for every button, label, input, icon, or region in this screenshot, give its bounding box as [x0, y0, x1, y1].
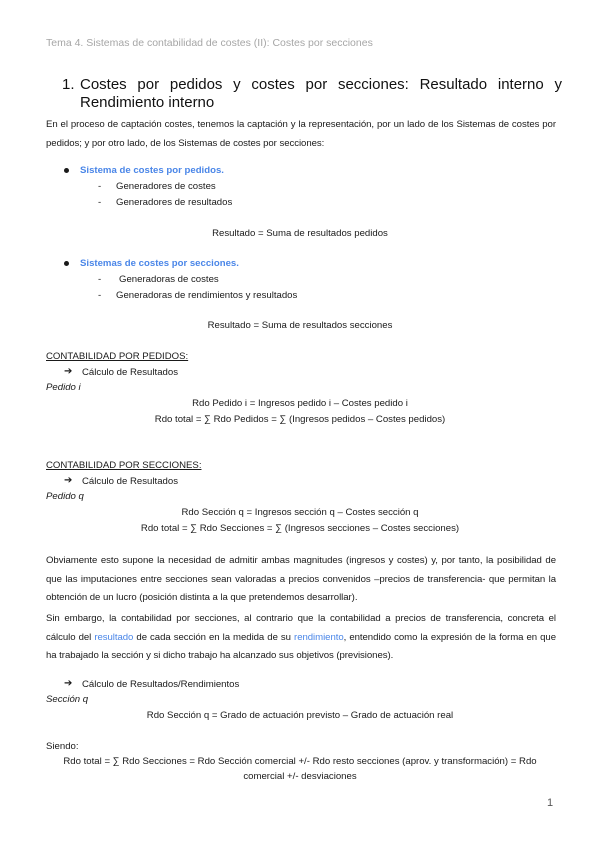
pedido-label: Pedido i: [46, 382, 81, 393]
formula-final-line2: comercial +/- desviaciones: [243, 771, 357, 782]
link-rendimiento[interactable]: rendimiento: [294, 631, 344, 643]
formula-seccion-q: Rdo Sección q = Ingresos sección q – Costes sección q: [181, 507, 419, 518]
formula-pedidos: Resultado = Suma de resultados pedidos: [212, 228, 388, 239]
formula-rendimiento: Rdo Sección q = Grado de actuación previsto – Grado de actuación real: [146, 710, 454, 721]
calc-label: Cálculo de Resultados/Rendimientos: [82, 679, 240, 690]
dash-marker: -: [98, 274, 102, 285]
list-item: Generadoras de costes: [119, 274, 219, 285]
paragraph-sin-embargo: Sin embargo, la contabilidad por secciones, al contrario que la contabilidad a precios de transferencia, concreta el cálculo del resultado de cada sección en la medida de su rendimiento, entendido como la expresión de la forma en que ha trabajado la sección y si dicho trabajo ha alcanzado sus objetivos (previsiones).: [46, 613, 556, 661]
bullet-icon: [64, 261, 69, 266]
link-resultado[interactable]: resultado: [94, 631, 134, 643]
bullet-title-pedidos: Sistema de costes por pedidos.: [80, 165, 224, 176]
paragraph-obviamente: Obviamente esto supone la necesidad de admitir ambas magnitudes (ingresos y costes) y, por tanto, la posibilidad de que las imputaciones entre secciones sean valoradas a precios convenidos –precios de transferencia- que permitan la obtención de un lucro (posición distinta a la que pretendemos desarrollar).: [46, 555, 556, 603]
list-item: Generadores de resultados: [116, 197, 233, 208]
heading-text: Costes por pedidos y costes por secciones: Resultado interno y Rendimiento interno: [80, 76, 562, 112]
formula-total-pedidos: Rdo total = ∑ Rdo Pedidos = ∑ (Ingresos pedidos – Costes pedidos): [154, 414, 446, 425]
section-heading: [62, 76, 562, 112]
secciones-heading: CONTABILIDAD POR SECCIONES:: [46, 460, 202, 471]
bullet-icon: [64, 168, 69, 173]
dash-marker: -: [98, 197, 102, 208]
dash-marker: -: [98, 181, 102, 192]
page-number: 1: [547, 797, 554, 809]
list-item: Generadores de costes: [116, 181, 216, 192]
formula-final-line1: Rdo total = ∑ Rdo Secciones = Rdo Sección comercial +/- Rdo resto secciones (aprov. y transformación) = Rdo: [63, 756, 537, 767]
dash-marker: -: [98, 290, 102, 301]
arrow-right-icon: ➔: [64, 366, 73, 377]
calc-label: Cálculo de Resultados: [82, 367, 178, 378]
bullet-title-secciones: Sistemas de costes por secciones.: [80, 258, 239, 269]
calc-label: Cálculo de Resultados: [82, 476, 178, 487]
heading-number: 1.: [62, 76, 75, 94]
arrow-right-icon: ➔: [64, 475, 73, 486]
intro-paragraph: En el proceso de captación costes, tenemos la captación y la representación, por un lado de los Sistemas de costes por pedidos; y por otro lado, de los Sistemas de costes por secciones:: [46, 119, 556, 149]
pedidos-heading: CONTABILIDAD POR PEDIDOS:: [46, 351, 189, 362]
formula-secciones: Resultado = Suma de resultados secciones: [207, 320, 393, 331]
formula-pedido-i: Rdo Pedido i = Ingresos pedido i – Costes pedido i: [192, 398, 408, 409]
seccion-q-label: Sección q: [46, 694, 89, 705]
formula-total-secciones: Rdo total = ∑ Rdo Secciones = ∑ (Ingresos secciones – Costes secciones): [140, 523, 460, 534]
running-header: Tema 4. Sistemas de contabilidad de costes (II): Costes por secciones: [46, 37, 373, 49]
siendo-label: Siendo:: [46, 741, 79, 752]
arrow-right-icon: ➔: [64, 678, 73, 689]
pedido-q-label: Pedido q: [46, 491, 84, 502]
list-item: Generadoras de rendimientos y resultados: [116, 290, 298, 301]
